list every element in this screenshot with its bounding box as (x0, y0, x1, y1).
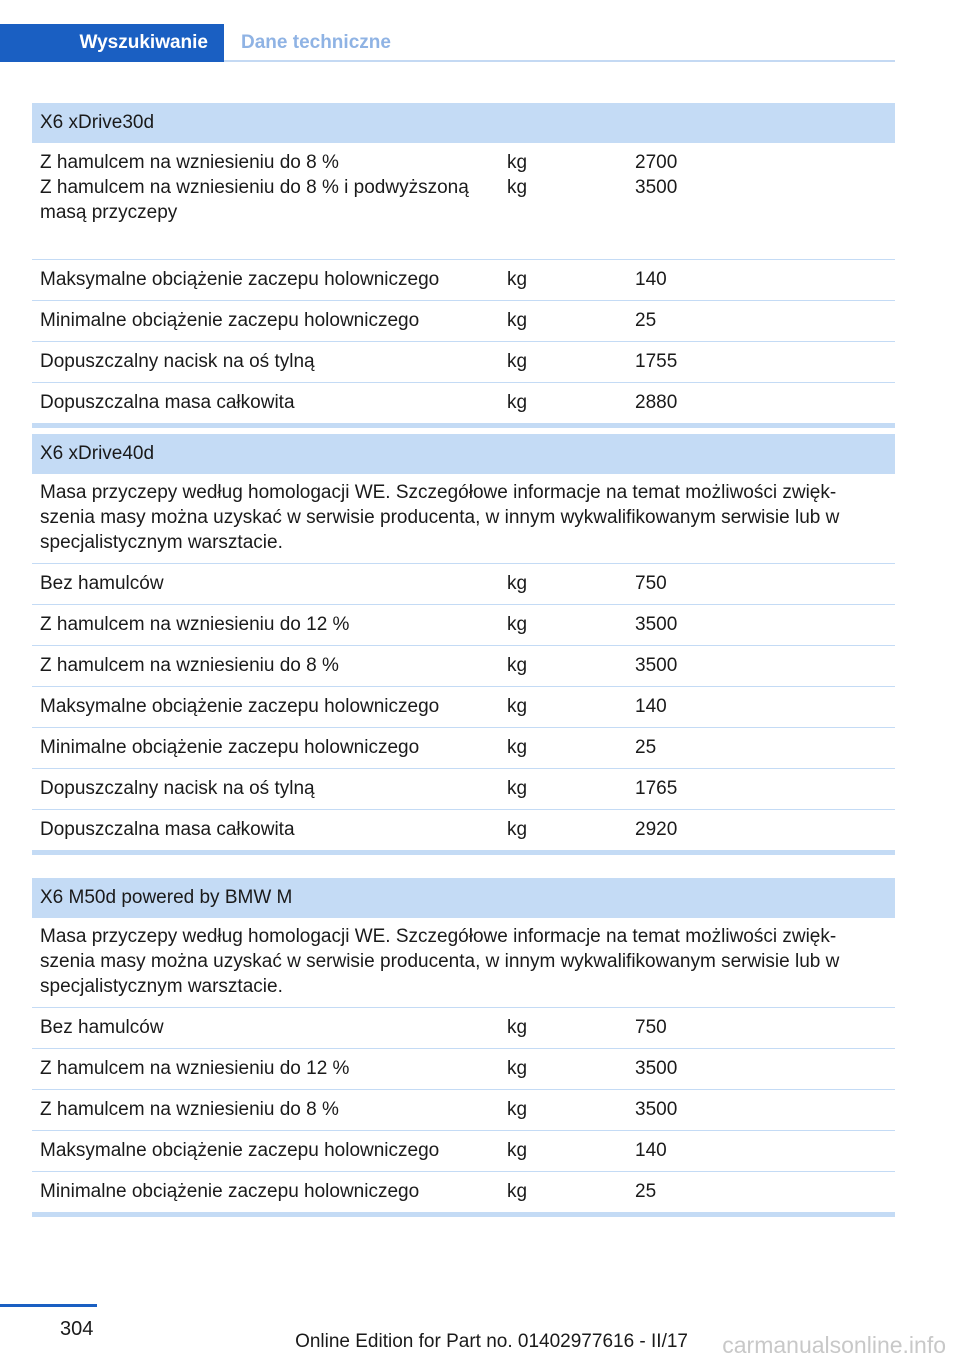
row-value: 2700 (635, 152, 678, 173)
row-label: Maksymalne obciążenie zaczepu holowniczego (40, 1140, 440, 1161)
table-row (32, 342, 895, 383)
table-row (32, 1172, 895, 1212)
section-note: Masa przyczepy według homologacji WE. Szczegółowe informacje na temat możliwości zwięk‐szenia masy można uzyskać w serwisie producenta, w innym wykwalifikowanym serwisie lub w specjalistycznym warsztacie. (32, 474, 895, 564)
row-unit: kg (507, 1140, 528, 1161)
spec-table-xdrive30d (32, 103, 895, 428)
row-value: 25 (635, 310, 657, 331)
row-value: 140 (635, 696, 667, 717)
footer-accent-line (0, 1304, 97, 1307)
table-row (32, 143, 895, 175)
table-row (32, 564, 895, 605)
row-value: 25 (635, 1181, 657, 1202)
table-row (32, 605, 895, 646)
row-label: Dopuszczalny nacisk na oś tylną (40, 351, 315, 372)
row-value: 1755 (635, 351, 678, 372)
row-label: Z hamulcem na wzniesieniu do 12 % (40, 1058, 350, 1079)
spec-table-xdrive40d (32, 434, 895, 855)
row-unit: kg (507, 1058, 528, 1079)
row-label: Dopuszczalna masa całkowita (40, 392, 295, 413)
row-unit: kg (507, 696, 528, 717)
section-title: X6 M50d powered by BMW M (32, 878, 895, 918)
row-value: 2880 (635, 392, 678, 413)
row-unit: kg (507, 177, 528, 198)
row-value: 140 (635, 269, 667, 290)
row-unit: kg (507, 152, 528, 173)
table-row (32, 383, 895, 423)
row-unit: kg (507, 351, 528, 372)
row-label: Maksymalne obciążenie zaczepu holowniczego (40, 269, 440, 290)
row-label: Z hamulcem na wzniesieniu do 12 % (40, 614, 350, 635)
section-note: Masa przyczepy według homologacji WE. Szczegółowe informacje na temat możliwości zwięk‐szenia masy można uzyskać w serwisie producenta, w innym wykwalifikowanym serwisie lub w specjalistycznym warsztacie. (32, 918, 895, 1008)
row-value: 3500 (635, 614, 678, 635)
table-row (32, 301, 895, 342)
row-label: Z hamulcem na wzniesieniu do 8 % (40, 152, 339, 173)
section-bottom-rule (32, 1212, 895, 1217)
row-unit: kg (507, 737, 528, 758)
spec-table-m50d (32, 878, 895, 1217)
table-row (32, 1049, 895, 1090)
section-bottom-rule (32, 423, 895, 428)
row-unit: kg (507, 778, 528, 799)
section-bottom-rule (32, 850, 895, 855)
row-label: Z hamulcem na wzniesieniu do 8 % (40, 1099, 339, 1120)
row-unit: kg (507, 1181, 528, 1202)
table-row (32, 1090, 895, 1131)
row-value: 3500 (635, 1099, 678, 1120)
row-value: 1765 (635, 778, 678, 799)
table-row (32, 687, 895, 728)
row-value: 750 (635, 573, 667, 594)
row-unit: kg (507, 655, 528, 676)
table-row (32, 810, 895, 850)
table-row (32, 175, 895, 260)
row-label: Dopuszczalna masa całkowita (40, 819, 295, 840)
row-value: 140 (635, 1140, 667, 1161)
row-label: Minimalne obciążenie zaczepu holowniczego (40, 737, 420, 758)
row-value: 25 (635, 737, 657, 758)
table-row (32, 1008, 895, 1049)
row-unit: kg (507, 819, 528, 840)
table-row (32, 728, 895, 769)
table-row (32, 1131, 895, 1172)
header-tabs (0, 24, 895, 62)
row-label: Minimalne obciążenie zaczepu holowniczego (40, 310, 420, 331)
row-unit: kg (507, 614, 528, 635)
section-title: X6 xDrive30d (32, 103, 895, 143)
row-label: Bez hamulców (40, 573, 164, 594)
row-label: Bez hamulców (40, 1017, 164, 1038)
row-value: 3500 (635, 177, 678, 198)
tab-technical-data[interactable]: Dane techniczne (241, 32, 391, 53)
row-value: 3500 (635, 1058, 678, 1079)
watermark: carmanualsonline.info (722, 1332, 946, 1358)
row-unit: kg (507, 269, 528, 290)
tab-divider (224, 60, 895, 62)
tab-search[interactable]: Wyszukiwanie (0, 24, 224, 62)
table-row (32, 769, 895, 810)
row-unit: kg (507, 392, 528, 413)
section-title: X6 xDrive40d (32, 434, 895, 474)
row-unit: kg (507, 310, 528, 331)
row-unit: kg (507, 1017, 528, 1038)
row-value: 3500 (635, 655, 678, 676)
row-unit: kg (507, 573, 528, 594)
row-value: 2920 (635, 819, 678, 840)
row-label: Dopuszczalny nacisk na oś tylną (40, 778, 315, 799)
table-row (32, 646, 895, 687)
row-value: 750 (635, 1017, 667, 1038)
row-unit: kg (507, 1099, 528, 1120)
page-number: 304 (60, 1318, 94, 1340)
row-label: Z hamulcem na wzniesieniu do 8 % i podwyższoną masą przyczepy (40, 177, 469, 223)
table-row (32, 260, 895, 301)
row-label: Z hamulcem na wzniesieniu do 8 % (40, 655, 339, 676)
edition-note: Online Edition for Part no. 01402977616 - II/17 (295, 1331, 688, 1352)
row-label: Maksymalne obciążenie zaczepu holowniczego (40, 696, 440, 717)
row-label: Minimalne obciążenie zaczepu holowniczego (40, 1181, 420, 1202)
